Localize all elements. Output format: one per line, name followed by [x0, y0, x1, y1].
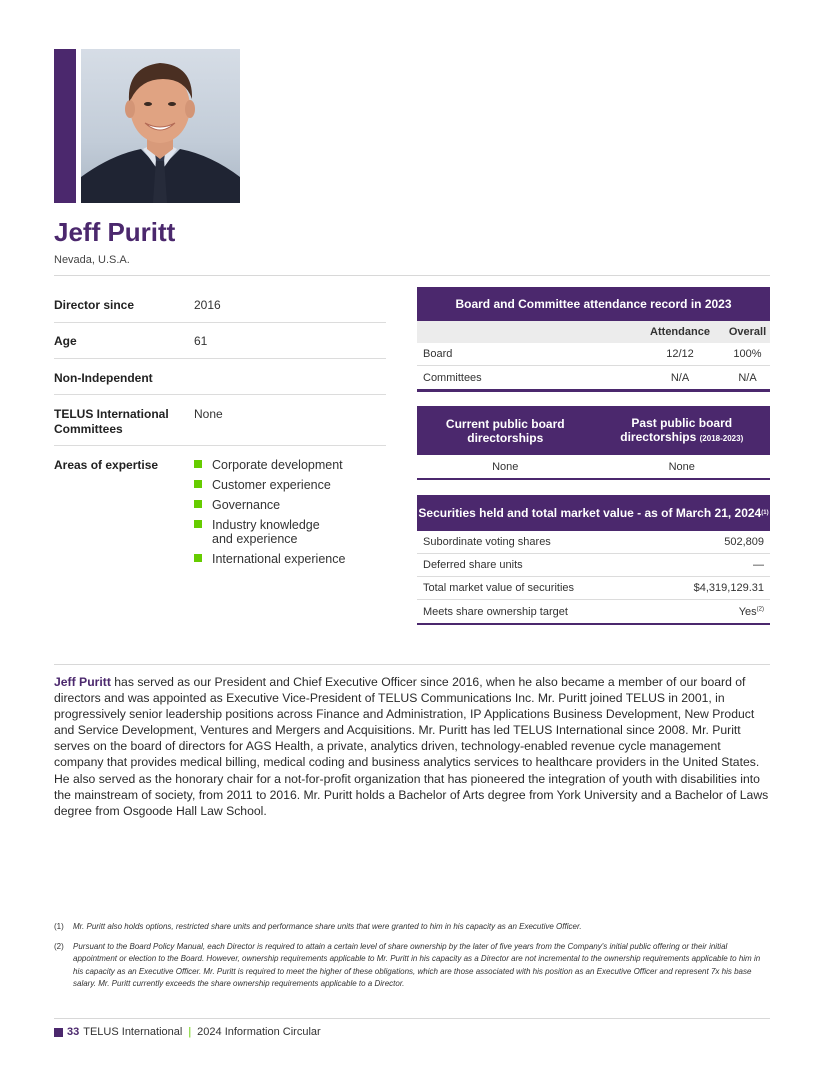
past-directorships-title: Past public board directorships (2018-2023) — [620, 415, 744, 444]
past-directorships-value: None — [668, 460, 695, 473]
bullet-square-icon — [194, 554, 202, 562]
director-photo — [81, 49, 240, 203]
table-row — [417, 455, 770, 478]
securities-title: Securities held and total market value - as of March 21, 2024 (1) — [417, 495, 770, 531]
table-row: Total market value of securities $4,319,129.31 — [417, 577, 770, 600]
bio-name: Jeff Puritt — [54, 675, 111, 689]
directorships-panel — [417, 406, 770, 480]
info-row-independence — [54, 359, 386, 395]
footer-square-icon — [54, 1028, 63, 1037]
bullet-square-icon — [194, 460, 202, 468]
list-item: Corporate development — [194, 458, 345, 472]
current-directorships-value: None — [492, 460, 519, 473]
table-row: Meets share ownership target Yes$^{(2)}$ — [423, 605, 764, 618]
col-attendance: Attendance — [650, 326, 710, 338]
list-item: Governance — [194, 498, 345, 512]
col-overall: Overall — [728, 326, 767, 338]
footer-company: TELUS International — [83, 1026, 183, 1038]
bullet-square-icon — [194, 480, 202, 488]
divider — [54, 664, 770, 665]
info-label-line: TELUS International — [54, 407, 169, 421]
current-directorships-title: Current public board directorships — [445, 416, 565, 445]
panel-bottom-rule — [417, 623, 770, 625]
bio-text: has served as our President and Chief Executive Officer since 2016, when he also became a member of our board of directors and was appointed as Executive Vice-President of TELUS Communications Inc. Mr. Puritt joined TELUS in 2001, in progressively senior leadership positions across Finance and Administration, IP Applications Business Development, New Product and Service Development, Ventures and Mergers and Acquisitions. Mr. Puritt has led TELUS International since 2008. Mr. Puritt serves on the board of directors for AGS Health, a private, analytics driven, technology-enabled revenue cycle management company that provides medical billing, medical coding and business analytics services to healthcare providers in the United States. He also served as the honorary chair for a not-for-profit organization that has pioneered the integration of youth with disabilities into the mainstream of society, from 2011 to 2016. Mr. Puritt holds a Bachelor of Arts degree from York University and a Bachelor of Laws degree from Osgoode Hall Law School. — [54, 675, 769, 818]
table-row: Board 12/12 100% — [417, 343, 770, 366]
info-row-age — [54, 323, 386, 359]
director-name: Jeff Puritt — [54, 217, 176, 247]
list-item: Industry knowledge and experience — [194, 518, 345, 546]
footnote — [54, 921, 770, 934]
info-label — [54, 395, 194, 445]
securities-panel — [417, 495, 770, 625]
expertise-list — [194, 458, 345, 572]
table-row: Subordinate voting shares 502,809 — [417, 531, 770, 554]
footnote-number: (1) — [54, 922, 64, 931]
list-item: Customer experience — [194, 478, 345, 492]
directorships-header — [417, 406, 770, 455]
panel-bottom-rule — [417, 389, 770, 392]
divider — [54, 275, 770, 276]
info-label-line: Committees — [54, 422, 123, 436]
info-row-expertise — [54, 446, 386, 572]
table-row: Committees N/A N/A — [423, 371, 757, 384]
attendance-header-row — [417, 321, 770, 343]
attendance-title: Board and Committee attendance record in 2023 — [417, 287, 770, 321]
info-value: None — [194, 407, 223, 421]
accent-bar — [54, 49, 76, 203]
footer-document: 2024 Information Circular — [197, 1026, 321, 1038]
info-label: Areas of expertise — [54, 458, 159, 472]
page-footer — [54, 1026, 321, 1038]
info-label: Age — [54, 334, 77, 348]
bullet-square-icon — [194, 520, 202, 528]
portrait-illustration — [81, 49, 240, 203]
page-number: 33 — [67, 1026, 80, 1038]
footnote-text: Mr. Puritt also holds options, restricted share units and performance share units that were granted to him in his capacity as an Executive Officer. — [73, 922, 582, 931]
info-label: Director since — [54, 298, 135, 312]
footnote — [54, 941, 770, 991]
info-row-committees — [54, 395, 386, 446]
footnotes — [54, 921, 770, 998]
info-value: 61 — [194, 334, 208, 348]
info-label: Non-Independent — [54, 371, 153, 385]
director-biography — [54, 674, 770, 819]
divider — [54, 1018, 770, 1019]
bullet-square-icon — [194, 500, 202, 508]
footnote-text: Pursuant to the Board Policy Manual, each Director is required to attain a certain level of share ownership by the later of five years from the Company's initial public offering or their initial appointment or election to the Board. However, ownership requirements applicable to Mr. Puritt in his capacity as a Director are not incremental to the ownership requirements applicable to him in his capacity as an Executive Officer. Mr. Puritt is required to meet the higher of these obligations, which are those associated with his position as an Executive Officer and represent 7x his base salary. Mr. Puritt currently exceeds the share ownership requirements applicable to a Director. — [73, 941, 761, 988]
footer-separator: | — [188, 1026, 192, 1038]
footnote-number: (2) — [54, 941, 64, 951]
list-item: International experience — [194, 552, 345, 566]
director-info-table — [54, 287, 386, 572]
panel-bottom-rule — [417, 478, 770, 480]
attendance-panel — [417, 287, 770, 392]
director-location: Nevada, U.S.A. — [54, 254, 130, 266]
table-row: Deferred share units — — [417, 554, 770, 577]
info-row-director-since — [54, 287, 386, 323]
info-value: 2016 — [194, 298, 221, 312]
